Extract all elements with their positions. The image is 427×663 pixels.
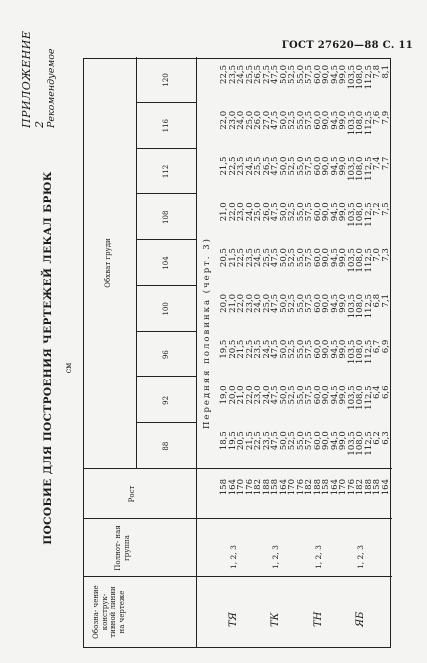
size-header: 108 — [162, 210, 170, 224]
full-group: 1, 2, 3 — [356, 545, 365, 569]
appendix-title: ПРИЛОЖЕНИЕ 2 — [20, 30, 46, 128]
designation-header: Обозна- чение конструк- тивной линии на чертеже — [92, 585, 126, 639]
size-value-column: 21,5 22,5 23,5 24,5 25,5 26,5 47,5 50,0 52,5 55,0 57,5 60,0 90,0 94,5 99,0 103,5 108,0 112,5 7,4 7,7 — [219, 156, 391, 181]
size-value-column: 22,0 23,0 24,0 25,0 26,0 27,0 47,5 50,0 52,5 55,0 57,5 60,0 90,0 94,5 99,0 103,5 108,0 112,5 7,6 7,9 — [219, 110, 391, 136]
size-value-column: 20,0 21,0 22,0 23,0 24,0 25,0 47,5 50,0 52,5 55,0 57,5 60,0 90,0 94,5 99,0 103,5 108,0 112,5 6,8 7,1 — [219, 293, 391, 319]
document-title: ПОСОБИЕ ДЛЯ ПОСТРОЕНИЯ ЧЕРТЕЖЕЙ ЛЕКАЛ БРЮК — [42, 171, 54, 545]
size-header: 104 — [162, 256, 170, 270]
group-header: Полнот- ная группа — [114, 525, 131, 571]
size-header: 96 — [162, 350, 170, 360]
unit-label: см — [64, 362, 73, 374]
height-header: Рост — [128, 485, 136, 503]
size-header: 88 — [162, 441, 170, 451]
bust-group-header: Обхват груди — [104, 238, 112, 288]
size-header: 100 — [162, 302, 170, 316]
line-designation: ТК — [270, 612, 281, 627]
size-value-column: 18,5 19,5 20,5 21,5 22,5 23,5 47,5 50,0 52,5 55,0 57,5 60,0 90,0 94,5 99,0 103,5 108,0 112,5 6,2 6,3 — [219, 431, 391, 456]
size-header: 92 — [162, 395, 170, 405]
line-designation: ТЯ — [227, 612, 239, 627]
section-label: Передняя половинка (черт. 3) — [202, 237, 212, 429]
heights-column: 158 164 170 176 182 188 158 164 170 176 182 188 158 164 170 176 182 188 158 164 — [219, 479, 391, 496]
size-value-column: 19,0 20,0 21,0 22,0 23,0 24,0 47,5 50,0 52,5 55,0 57,5 60,0 90,0 94,5 99,0 103,5 108,0 112,5 6,4 6,6 — [219, 385, 391, 410]
size-header: 112 — [162, 164, 170, 179]
data-table — [83, 58, 391, 648]
line-designation: ЯБ — [355, 611, 366, 627]
full-group: 1, 2, 3 — [271, 545, 280, 569]
page-header: ГОСТ 27620—88 С. 11 — [281, 40, 413, 51]
line-designation: ТН — [312, 611, 324, 627]
size-header: 116 — [162, 119, 170, 133]
full-group: 1, 2, 3 — [228, 545, 238, 569]
size-value-column: 22,5 23,5 24,5 25,5 26,5 27,5 47,5 50,0 52,5 55,0 57,5 60,0 90,0 94,5 99,0 103,5 108,0 112,5 7,8 8,1 — [219, 65, 391, 90]
full-group: 1, 2, 3 — [313, 545, 323, 569]
size-value-column: 21,0 22,0 23,0 24,0 25,0 26,0 47,5 50,0 52,5 55,0 57,5 60,0 90,0 94,5 99,0 103,5 108,0 112,5 7,2 7,5 — [219, 202, 391, 227]
size-value-column: 20,5 21,5 22,5 23,5 24,5 25,5 47,5 50,0 52,5 55,0 57,5 60,0 90,0 94,5 99,0 103,5 108,0 112,5 7,0 7,3 — [219, 248, 391, 273]
size-value-column: 19,5 20,5 21,5 22,5 23,5 24,5 47,5 50,0 52,5 55,0 57,5 60,0 90,0 94,5 99,0 103,5 108,0 112,5 6,7 6,9 — [219, 339, 391, 365]
appendix-subtitle: Рекомендуемое — [46, 48, 57, 128]
size-header: 120 — [162, 73, 170, 87]
